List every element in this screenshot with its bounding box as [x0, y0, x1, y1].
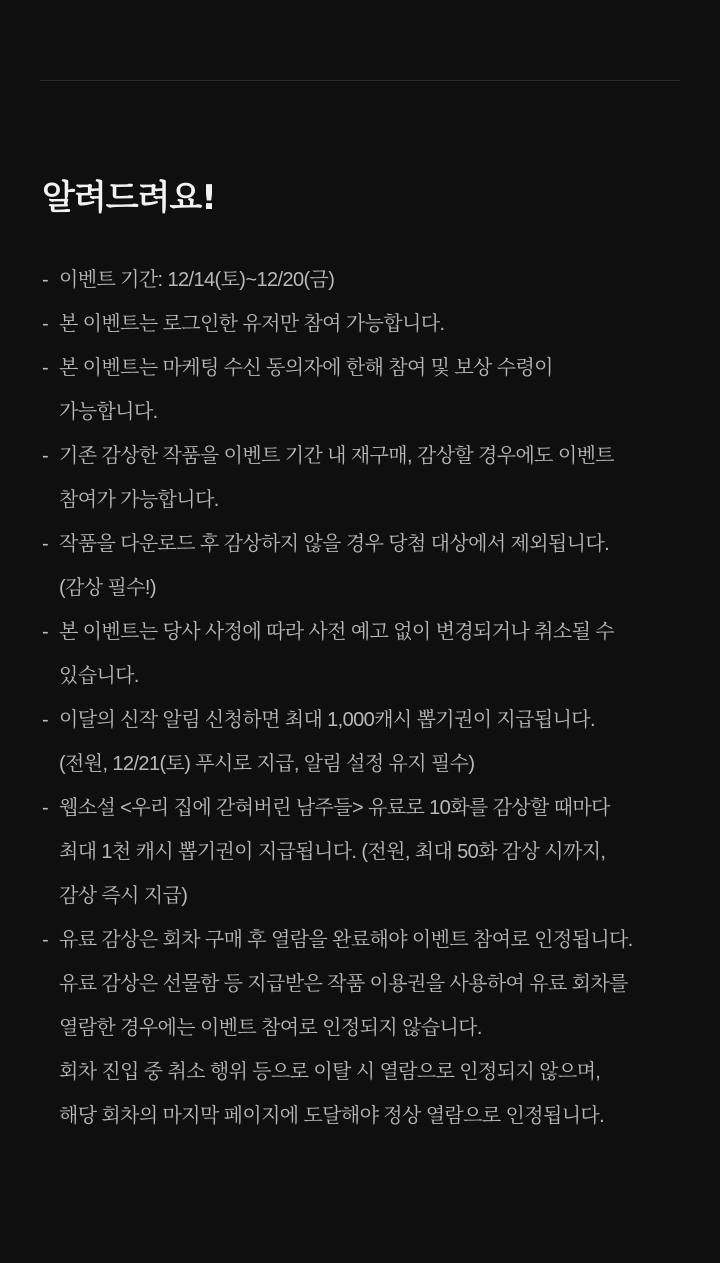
notice-item — [42, 346, 692, 434]
notice-section — [42, 172, 692, 1138]
notice-line: 가능합니다. — [59, 401, 158, 423]
notice-line: 참여가 가능합니다. — [59, 489, 219, 511]
notice-line: 열람한 경우에는 이벤트 참여로 인정되지 않습니다. — [59, 1017, 482, 1039]
bullet-dash: - — [42, 797, 49, 819]
notice-line: 본 이벤트는 로그인한 유저만 참여 가능합니다. — [59, 313, 445, 335]
notice-item — [42, 610, 692, 698]
notice-line: 해당 회차의 마지막 페이지에 도달해야 정상 열람으로 인정됩니다. — [59, 1105, 605, 1127]
bullet-dash: - — [42, 269, 49, 291]
top-divider — [40, 80, 680, 81]
notice-line: 회차 진입 중 취소 행위 등으로 이탈 시 열람으로 인정되지 않으며, — [59, 1061, 601, 1083]
notice-item — [42, 434, 692, 522]
notice-title: 알려드려요! — [42, 178, 216, 218]
notice-line: 본 이벤트는 당사 사정에 따라 사전 예고 없이 변경되거나 취소될 수 — [59, 621, 615, 643]
notice-item — [42, 258, 692, 302]
notice-list — [42, 258, 692, 1138]
notice-line: 감상 즉시 지급) — [59, 885, 188, 907]
notice-item — [42, 522, 692, 610]
notice-item — [42, 786, 692, 918]
notice-line: (전원, 12/21(토) 푸시로 지급, 알림 설정 유지 필수) — [59, 753, 475, 775]
bullet-dash: - — [42, 313, 49, 335]
notice-line: 웹소설 <우리 집에 갇혀버린 남주들> 유료로 10화를 감상할 때마다 — [59, 797, 610, 819]
notice-line: 최대 1천 캐시 뽑기권이 지급됩니다. (전원, 최대 50화 감상 시까지, — [59, 841, 606, 863]
notice-line: (감상 필수!) — [59, 577, 156, 599]
bullet-dash: - — [42, 445, 49, 467]
notice-line: 유료 감상은 회차 구매 후 열람을 완료해야 이벤트 참여로 인정됩니다. — [59, 929, 633, 951]
notice-item — [42, 302, 692, 346]
bullet-dash: - — [42, 929, 49, 951]
notice-line: 기존 감상한 작품을 이벤트 기간 내 재구매, 감상할 경우에도 이벤트 — [59, 445, 615, 467]
notice-item — [42, 698, 692, 786]
notice-line: 본 이벤트는 마케팅 수신 동의자에 한해 참여 및 보상 수령이 — [59, 357, 553, 379]
notice-line: 이벤트 기간: 12/14(토)~12/20(금) — [59, 269, 335, 291]
notice-line: 유료 감상은 선물함 등 지급받은 작품 이용권을 사용하여 유료 회차를 — [59, 973, 628, 995]
bullet-dash: - — [42, 621, 49, 643]
notice-line: 작품을 다운로드 후 감상하지 않을 경우 당첨 대상에서 제외됩니다. — [59, 533, 610, 555]
bullet-dash: - — [42, 533, 49, 555]
bullet-dash: - — [42, 709, 49, 731]
notice-line: 있습니다. — [59, 665, 139, 687]
bullet-dash: - — [42, 357, 49, 379]
notice-line: 이달의 신작 알림 신청하면 최대 1,000캐시 뽑기권이 지급됩니다. — [59, 709, 595, 731]
notice-item — [42, 918, 692, 1138]
